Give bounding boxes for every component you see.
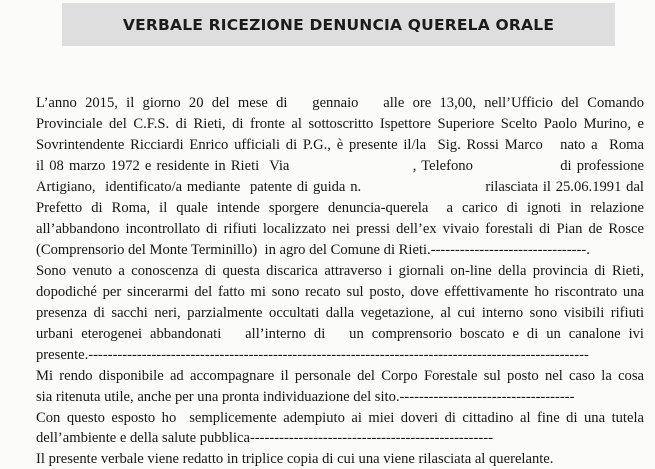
paragraph-line: il 08 marzo 1972 e residente in Rieti Via , Telefono di professione [36,158,644,174]
paragraph-line: Mi rendo disponibile ad accompagnare il personale del Corpo Forestale sul posto nel caso la cosa [36,368,644,384]
paragraph-line: Artigiano, identificato/a mediante patente di guida n. rilasciata il 25.06.1991 dal [36,179,644,195]
paragraph-line: Sovrintendente Ricciardi Enrico ufficiali di P.G., è presente il/la Sig. Rossi Marco nato a Roma [36,137,644,153]
paragraph-line: (Comprensorio del Monte Terminillo) in agro del Comune di Rieti.--------------------------------. [36,242,590,258]
paragraph-line: Il presente verbale viene redatto in triplice copia di cui una viene rilasciata al querelante. [36,451,554,467]
paragraph-line: dell’ambiente e della salute pubblica-------------------------------------------------- [36,430,493,446]
paragraph-line: all’abbandono incontrollato di rifiuti localizzato nei pressi dell’ex vivaio forestali di Pian de Rosce [36,221,644,237]
paragraph-line: sia ritenuta utile, anche per una pronta individuazione del sito.------------------------------------ [36,389,575,405]
title-banner [62,3,615,46]
paragraph-line: Prefetto di Roma, il quale intende sporgere denuncia-querela a carico di ignoti in relazione [36,200,644,216]
paragraph-line: urbani eterogenei abbandonati all’interno di un comprensorio boscato e di un canalone ivi [36,326,644,342]
paragraph-line: Con questo esposto ho semplicemente adempiuto ai miei doveri di cittadino al fine di una tutela [36,410,644,426]
paragraph-line: Sono venuto a conoscenza di questa discarica attraverso i giornali on-line della provincia di Rieti, [36,263,644,279]
paragraph-line: presenza di sacchi neri, parzialmente occultati dalla vegetazione, al cui interno sono visibili rifiuti [36,305,644,321]
paragraph-line: dopodiché per sincerarmi del fatto mi sono recato sul posto, dove effettivamente ho riscontrato una [36,284,644,300]
paragraph-line: Provinciale del C.F.S. di Rieti, di fronte al sottoscritto Ispettore Superiore Scelto Paolo Murino, e [36,116,644,132]
paragraph-line: L’anno 2015, il giorno 20 del mese di gennaio alle ore 13,00, nell’Ufficio del Comando [36,95,644,111]
document-title: VERBALE RICEZIONE DENUNCIA QUERELA ORALE [122,16,555,34]
paragraph-line: presente.------------------------------------------------------------------------------------------------------- [36,347,589,363]
